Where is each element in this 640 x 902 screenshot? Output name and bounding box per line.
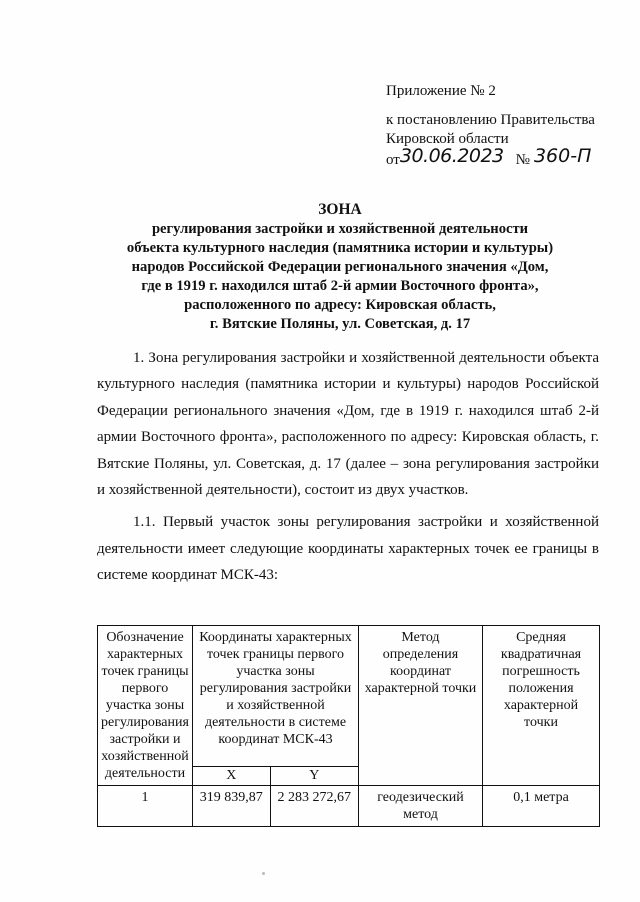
title-line: объекта культурного наследия (памятника истории и культуры): [126, 240, 554, 256]
coordinates-table: [97, 625, 600, 827]
handwritten-date: 30.06.2023: [399, 145, 504, 167]
cell-point: 1: [98, 786, 193, 827]
title-line: ЗОНА: [318, 201, 362, 218]
scan-speck: [262, 872, 265, 875]
table-header-row: [98, 626, 600, 767]
header-designation: Обозначение характерных точек границы первого участка зоны регулирования застройки и хозяйственной деятельности: [98, 626, 193, 786]
cell-method: геодезический метод: [359, 786, 483, 827]
appendix-region: Кировской области: [386, 131, 509, 147]
title-line: регулирования застройки и хозяйственной деятельности: [151, 221, 529, 237]
title-line: расположенного по адресу: Кировская область,: [184, 297, 496, 313]
paragraph: 1. Зона регулирования застройки и хозяйственной деятельности объекта культурного наследия (памятника истории и культуры) народов Российской Федерации регионального значения «Дом, где в 1919 г. находился штаб 2-й армии Восточного фронта», расположенного по адресу: Кировская область, г. Вятские Поляны, ул. Советская, д. 17 (далее – зона регулирования застройки и хозяйственной деятельности), состоит из двух участков.: [97, 350, 599, 499]
number-label: №: [515, 152, 530, 168]
date-prefix: от: [386, 152, 400, 168]
appendix-number: Приложение № 2: [386, 83, 496, 99]
table-row: [98, 786, 600, 827]
title-line: г. Вятские Поляны, ул. Советская, д. 17: [209, 316, 471, 332]
header-y: Y: [270, 767, 358, 786]
header-error: Средняя квадратичная погрешность положения характерной точки: [483, 626, 600, 786]
title-line: народов Российской Федерации регионального значения «Дом,: [131, 259, 549, 275]
header-method: Метод определения координат характерной точки: [359, 626, 483, 786]
header-x: X: [193, 767, 271, 786]
handwritten-number: 360-П: [533, 145, 592, 167]
cell-x: 319 839,87: [193, 786, 271, 827]
document-title: [60, 200, 620, 334]
header-coordinates: Координаты характерных точек границы первого участка зоны регулирования застройки и хозяйственной деятельности в системе координат МСК-43: [193, 626, 359, 767]
appendix-header: [386, 82, 595, 170]
appendix-date-line: [386, 145, 595, 170]
cell-error: 0,1 метра: [483, 786, 600, 827]
paragraph: 1.1. Первый участок зоны регулирования застройки и хозяйственной деятельности имеет следующие координаты характерных точек ее границы в системе координат МСК-43:: [97, 514, 599, 584]
cell-y: 2 283 272,67: [270, 786, 358, 827]
title-line: где в 1919 г. находился штаб 2-й армии Восточного фронта»,: [141, 278, 539, 294]
appendix-decree-ref: к постановлению Правительства: [386, 112, 595, 128]
document-body: [97, 345, 599, 589]
